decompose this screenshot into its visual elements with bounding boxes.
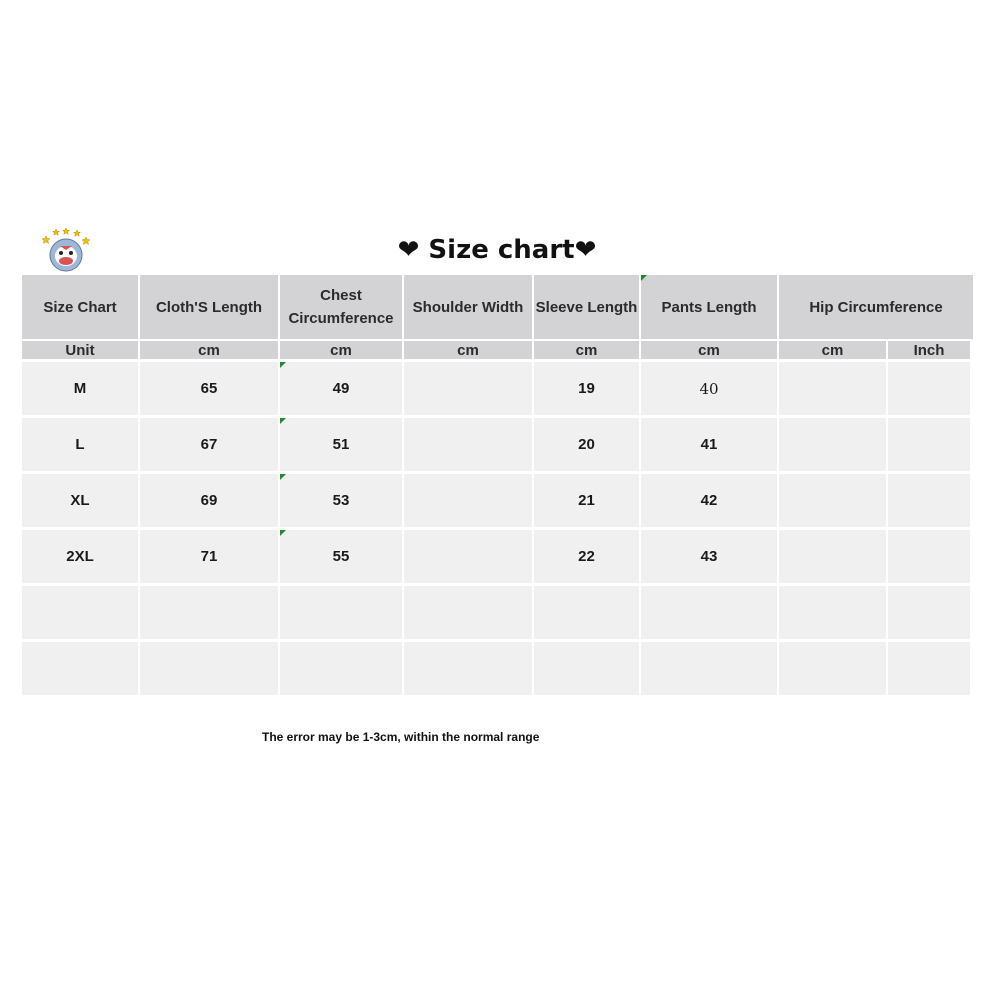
table-cell bbox=[779, 418, 886, 471]
header-chest-circumference: Chest Circumference bbox=[280, 275, 402, 339]
header-pants-length: Pants Length bbox=[641, 275, 777, 339]
table-cell bbox=[404, 586, 532, 639]
table-cell bbox=[779, 474, 886, 527]
comment-marker bbox=[280, 530, 286, 536]
size-label bbox=[22, 586, 138, 639]
comment-marker bbox=[280, 418, 286, 424]
table-cell: 69 bbox=[140, 474, 278, 527]
page-title: ❤ Size chart❤ bbox=[397, 235, 597, 265]
header-shoulder-width: Shoulder Width bbox=[404, 275, 532, 339]
unit-cell: Unit bbox=[22, 341, 138, 359]
header-sleeve-length: Sleeve Length bbox=[534, 275, 639, 339]
size-chart-table bbox=[22, 275, 973, 695]
unit-cell: cm bbox=[140, 341, 278, 359]
unit-cell: cm bbox=[404, 341, 532, 359]
table-cell bbox=[404, 418, 532, 471]
size-label bbox=[22, 642, 138, 695]
size-label: 2XL bbox=[22, 530, 138, 583]
table-cell: 21 bbox=[534, 474, 639, 527]
table-cell: 53 bbox=[280, 474, 402, 527]
table-cell: 40 bbox=[641, 362, 777, 415]
unit-cell: Inch bbox=[888, 341, 970, 359]
table-cell bbox=[888, 530, 970, 583]
table-cell: 42 bbox=[641, 474, 777, 527]
unit-cell: cm bbox=[641, 341, 777, 359]
table-cell bbox=[641, 586, 777, 639]
table-cell: 71 bbox=[140, 530, 278, 583]
table-cell bbox=[779, 586, 886, 639]
table-cell bbox=[779, 530, 886, 583]
table-cell bbox=[404, 530, 532, 583]
table-cell bbox=[779, 642, 886, 695]
table-cell: 65 bbox=[140, 362, 278, 415]
table-cell bbox=[280, 642, 402, 695]
header-size-chart: Size Chart bbox=[22, 275, 138, 339]
comment-marker bbox=[280, 362, 286, 368]
table-cell: 49 bbox=[280, 362, 402, 415]
table-cell: 67 bbox=[140, 418, 278, 471]
table-cell bbox=[888, 474, 970, 527]
mascot-logo bbox=[36, 226, 96, 274]
disclaimer-note: The error may be 1-3cm, within the normal range bbox=[262, 730, 540, 744]
table-cell bbox=[404, 474, 532, 527]
table-cell bbox=[888, 586, 970, 639]
table-cell: 41 bbox=[641, 418, 777, 471]
header-hip-circumference: Hip Circumference bbox=[779, 275, 973, 339]
table-cell bbox=[140, 586, 278, 639]
unit-cell: cm bbox=[779, 341, 886, 359]
table-cell: 22 bbox=[534, 530, 639, 583]
table-cell bbox=[140, 642, 278, 695]
table-cell: 43 bbox=[641, 530, 777, 583]
unit-cell: cm bbox=[280, 341, 402, 359]
table-cell bbox=[641, 642, 777, 695]
header-cloth-length: Cloth'S Length bbox=[140, 275, 278, 339]
table-cell: 51 bbox=[280, 418, 402, 471]
table-cell bbox=[779, 362, 886, 415]
size-label: L bbox=[22, 418, 138, 471]
size-label: XL bbox=[22, 474, 138, 527]
table-cell bbox=[404, 642, 532, 695]
table-cell: 20 bbox=[534, 418, 639, 471]
table-cell: 19 bbox=[534, 362, 639, 415]
comment-marker bbox=[280, 474, 286, 480]
unit-cell: cm bbox=[534, 341, 639, 359]
table-cell bbox=[534, 586, 639, 639]
table-cell bbox=[404, 362, 532, 415]
table-cell bbox=[280, 586, 402, 639]
table-cell bbox=[888, 642, 970, 695]
table-cell bbox=[534, 642, 639, 695]
table-cell bbox=[888, 418, 970, 471]
comment-marker bbox=[641, 275, 647, 281]
table-cell bbox=[888, 362, 970, 415]
table-cell: 55 bbox=[280, 530, 402, 583]
size-label: M bbox=[22, 362, 138, 415]
